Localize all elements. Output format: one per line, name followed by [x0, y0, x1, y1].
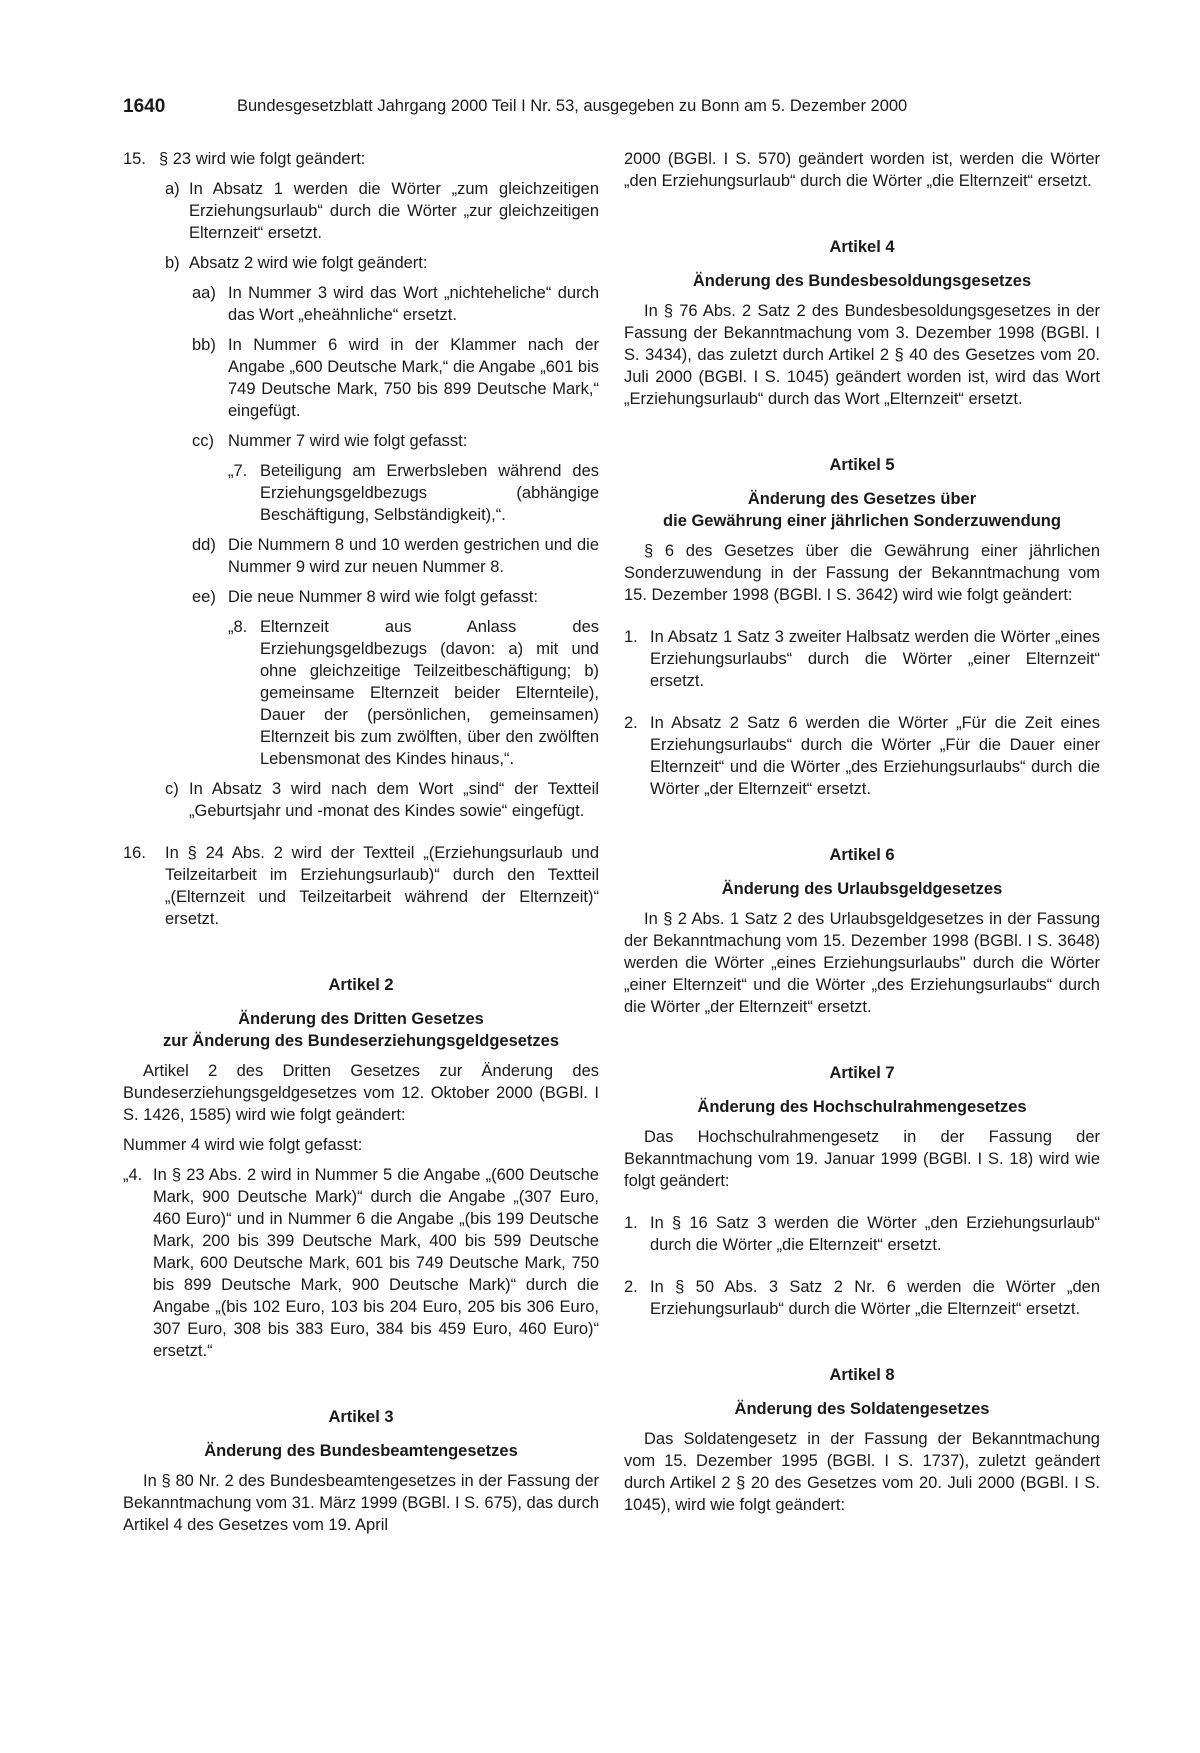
artikel-2-paragraph-1: Artikel 2 des Dritten Gesetzes zur Änderung des Bundeserziehungsgeldgesetzes vom 12. Oktober 2000 (BGBl. I S. 1426, 1585) wird wie folgt geändert:: [123, 1062, 599, 1124]
item-15-a-label: a): [165, 180, 180, 198]
item-15-aa-label: aa): [192, 284, 216, 302]
item-15-b-text: Absatz 2 wird wie folgt geändert:: [189, 254, 428, 272]
artikel-5-paragraph-1: § 6 des Gesetzes über die Gewährung einer jährlichen Sonderzuwendung in der Fassung der Bekanntmachung vom 15. Dezember 1998 (BGBl. I S. 3642) wird wie folgt geändert:: [624, 542, 1100, 604]
item-15-ee-text: Die neue Nummer 8 wird wie folgt gefasst:: [228, 588, 538, 606]
artikel-3-title: Änderung des Bundesbeamtengesetzes: [204, 1442, 518, 1460]
item-15-c: [165, 778, 599, 822]
quote-7-text: Beteiligung am Erwerbsleben während des Erziehungsgeldbezugs (abhängige Beschäftigung, Selbständigkeit),“.: [260, 462, 599, 524]
header-title: Bundesgesetzblatt Jahrgang 2000 Teil I Nr. 53, ausgegeben zu Bonn am 5. Dezember 2000: [237, 97, 908, 115]
artikel-3-heading: Artikel 3: [328, 1408, 394, 1426]
artikel-7-item-1-text: In § 16 Satz 3 werden die Wörter „den Erziehungsurlaub“ durch die Wörter „die Elternzeit“ ersetzt.: [650, 1214, 1100, 1254]
artikel-4-heading: Artikel 4: [829, 238, 895, 256]
artikel-8-title: Änderung des Soldatengesetzes: [734, 1400, 990, 1418]
quote-4-text: In § 23 Abs. 2 wird in Nummer 5 die Angabe „(600 Deutsche Mark, 900 Deutsche Mark)“ durch die Angabe „(307 Euro, 460 Euro)“ und in Nummer 6 die Angabe „(bis 199 Deutsche Mark, 200 bis 399 Deutsche Mark, 400 bis 599 Deutsche Mark, 600 Deutsche Mark, 601 bis 749 Deutsche Mark, 750 bis 899 Deutsche Mark, 900 Deutsche Mark)“ durch die Angabe „(bis 102 Euro, 103 bis 204 Euro, 205 bis 306 Euro, 307 Euro, 308 bis 383 Euro, 384 bis 459 Euro, 460 Euro)“ ersetzt.“: [153, 1166, 599, 1360]
artikel-7-item-2-text: In § 50 Abs. 3 Satz 2 Nr. 6 werden die Wörter „den Erziehungsurlaub“ durch die Wörter „die Elternzeit“ ersetzt.: [650, 1278, 1100, 1318]
artikel-6-heading: Artikel 6: [829, 846, 895, 864]
artikel-2-heading: Artikel 2: [328, 976, 394, 994]
item-15-cc: [192, 430, 599, 452]
item-15-c-text: In Absatz 3 wird nach dem Wort „sind“ der Textteil „Geburtsjahr und -monat des Kindes sowie“ eingefügt.: [189, 780, 599, 820]
quote-4-label: „4.: [123, 1166, 143, 1184]
artikel-5-item-1-label: 1.: [624, 628, 638, 646]
item-15-bb-label: bb): [192, 336, 216, 354]
item-16: [123, 842, 599, 930]
page-number: 1640: [123, 96, 166, 117]
item-15-ee: [192, 586, 599, 608]
artikel-2-title-1: Änderung des Dritten Gesetzes: [238, 1010, 484, 1028]
left-column: [123, 148, 599, 1536]
item-15-dd-text: Die Nummern 8 und 10 werden gestrichen und die Nummer 9 wird zur neuen Nummer 8.: [228, 536, 599, 576]
artikel-5-title-1: Änderung des Gesetzes über: [747, 490, 977, 508]
artikel-5-title-2: die Gewährung einer jährlichen Sonderzuwendung: [663, 512, 1061, 530]
artikel-7-item-2: [624, 1276, 1100, 1320]
item-15: [123, 148, 599, 170]
artikel-2-paragraph-2: Nummer 4 wird wie folgt gefasst:: [123, 1136, 363, 1154]
artikel-7-title: Änderung des Hochschulrahmengesetzes: [697, 1098, 1027, 1116]
artikel-5-item-2-text: In Absatz 2 Satz 6 werden die Wörter „Für die Zeit eines Erziehungsurlaubs“ durch die Wörter „Für die Dauer einer Elternzeit“ und die Wörter „des Erziehungsurlaubs“ durch die Wörter „der Elternzeit“ ersetzt.: [650, 714, 1100, 798]
item-15-a: [165, 178, 599, 244]
artikel-7-paragraph-1: Das Hochschulrahmengesetz in der Fassung der Bekanntmachung vom 19. Januar 1999 (BGBl. I S. 18) wird wie folgt geändert:: [624, 1128, 1100, 1190]
quote-8-label: „8.: [228, 618, 248, 636]
item-16-label: 16.: [123, 844, 146, 862]
quote-8: [228, 616, 599, 770]
item-15-dd: [192, 534, 599, 578]
item-15-bb: [192, 334, 599, 422]
quote-8-text: Elternzeit aus Anlass des Erziehungsgeldbezugs (davon: a) mit und ohne gleichzeitige Teilzeitbeschäftigung; b) gemeinsame Elternzeit beider Elternteile), Dauer der (persönlichen, gemeinsamen) Elternzeit bis zum zwölften, über den zwölften Lebensmonat des Kindes hinaus,“.: [260, 618, 599, 768]
artikel-8-paragraph-1: Das Soldatengesetz in der Fassung der Bekanntmachung vom 15. Dezember 1995 (BGBl. I S. 1737), zuletzt geändert durch Artikel 2 § 20 des Gesetzes vom 20. Juli 2000 (BGBl. I S. 1045), wird wie folgt geändert:: [624, 1430, 1100, 1514]
artikel-4-paragraph-1: In § 76 Abs. 2 Satz 2 des Bundesbesoldungsgesetzes in der Fassung der Bekanntmachung vom 3. Dezember 1998 (BGBl. I S. 3434), das zuletzt durch Artikel 2 § 40 des Gesetzes vom 20. Juli 2000 (BGBl. I S. 1045) geändert worden ist, wird das Wort „Erziehungsurlaub“ durch das Wort „Elternzeit“ ersetzt.: [624, 302, 1100, 408]
quote-7-label: „7.: [228, 462, 248, 480]
artikel-7-heading: Artikel 7: [829, 1064, 895, 1082]
right-column: [624, 148, 1100, 1516]
item-15-ee-label: ee): [192, 588, 216, 606]
artikel-3-continuation: 2000 (BGBl. I S. 570) geändert worden ist, werden die Wörter „den Erziehungsurlaub“ durch die Wörter „die Elternzeit“ ersetzt.: [624, 150, 1100, 190]
item-15-cc-label: cc): [192, 432, 214, 450]
item-15-label: 15.: [123, 150, 146, 168]
quote-4: [123, 1164, 599, 1362]
artikel-7-item-1: [624, 1212, 1100, 1256]
item-15-cc-text: Nummer 7 wird wie folgt gefasst:: [228, 432, 468, 450]
artikel-7-item-2-label: 2.: [624, 1278, 638, 1296]
quote-7: [228, 460, 599, 526]
artikel-5-item-2: [624, 712, 1100, 800]
item-15-b-label: b): [165, 254, 180, 272]
item-15-c-label: c): [165, 780, 179, 798]
artikel-5-heading: Artikel 5: [829, 456, 895, 474]
artikel-6-title: Änderung des Urlaubsgeldgesetzes: [721, 880, 1003, 898]
page-header: [123, 96, 1003, 126]
artikel-7-item-1-label: 1.: [624, 1214, 638, 1232]
item-15-bb-text: In Nummer 6 wird in der Klammer nach der Angabe „600 Deutsche Mark,“ die Angabe „601 bis 749 Deutsche Mark, 750 bis 899 Deutsche Mark,“ eingefügt.: [228, 336, 599, 420]
artikel-6-paragraph-1: In § 2 Abs. 1 Satz 2 des Urlaubsgeldgesetzes in der Fassung der Bekanntmachung vom 15. Dezember 1998 (BGBl. I S. 3648) werden die Wörter „eines Erziehungsurlaubs" durch die Wörter „einer Elternzeit“ und die Wörter „des Erziehungsurlaubs“ durch die Wörter „der Elternzeit“ ersetzt.: [624, 910, 1100, 1016]
item-15-b: [165, 252, 599, 274]
artikel-5-item-1-text: In Absatz 1 Satz 3 zweiter Halbsatz werden die Wörter „eines Erziehungsurlaubs“ durch die Wörter „einer Elternzeit“ ersetzt.: [650, 628, 1100, 690]
item-16-text: In § 24 Abs. 2 wird der Textteil „(Erziehungsurlaub und Teilzeitarbeit im Erziehungsurlaub)“ durch den Textteil „(Elternzeit und Teilzeitarbeit während der Elternzeit)“ ersetzt.: [165, 844, 599, 928]
artikel-4-title: Änderung des Bundesbesoldungsgesetzes: [692, 272, 1032, 290]
artikel-3-paragraph-1: In § 80 Nr. 2 des Bundesbeamtengesetzes in der Fassung der Bekanntmachung vom 31. März 1999 (BGBl. I S. 675), das durch Artikel 4 des Gesetzes vom 19. April: [123, 1472, 599, 1534]
item-15-dd-label: dd): [192, 536, 216, 554]
item-15-aa-text: In Nummer 3 wird das Wort „nichteheliche“ durch das Wort „eheähnliche“ ersetzt.: [228, 284, 599, 324]
item-15-aa: [192, 282, 599, 326]
artikel-8-heading: Artikel 8: [829, 1366, 895, 1384]
artikel-5-item-1: [624, 626, 1100, 692]
item-15-intro: § 23 wird wie folgt geändert:: [159, 150, 366, 168]
artikel-5-item-2-label: 2.: [624, 714, 638, 732]
artikel-2-title-2: zur Änderung des Bundeserziehungsgeldgesetzes: [162, 1032, 560, 1050]
item-15-a-text: In Absatz 1 werden die Wörter „zum gleichzeitigen Erziehungsurlaub“ durch die Wörter „zur gleichzeitigen Elternzeit“ ersetzt.: [189, 180, 599, 242]
